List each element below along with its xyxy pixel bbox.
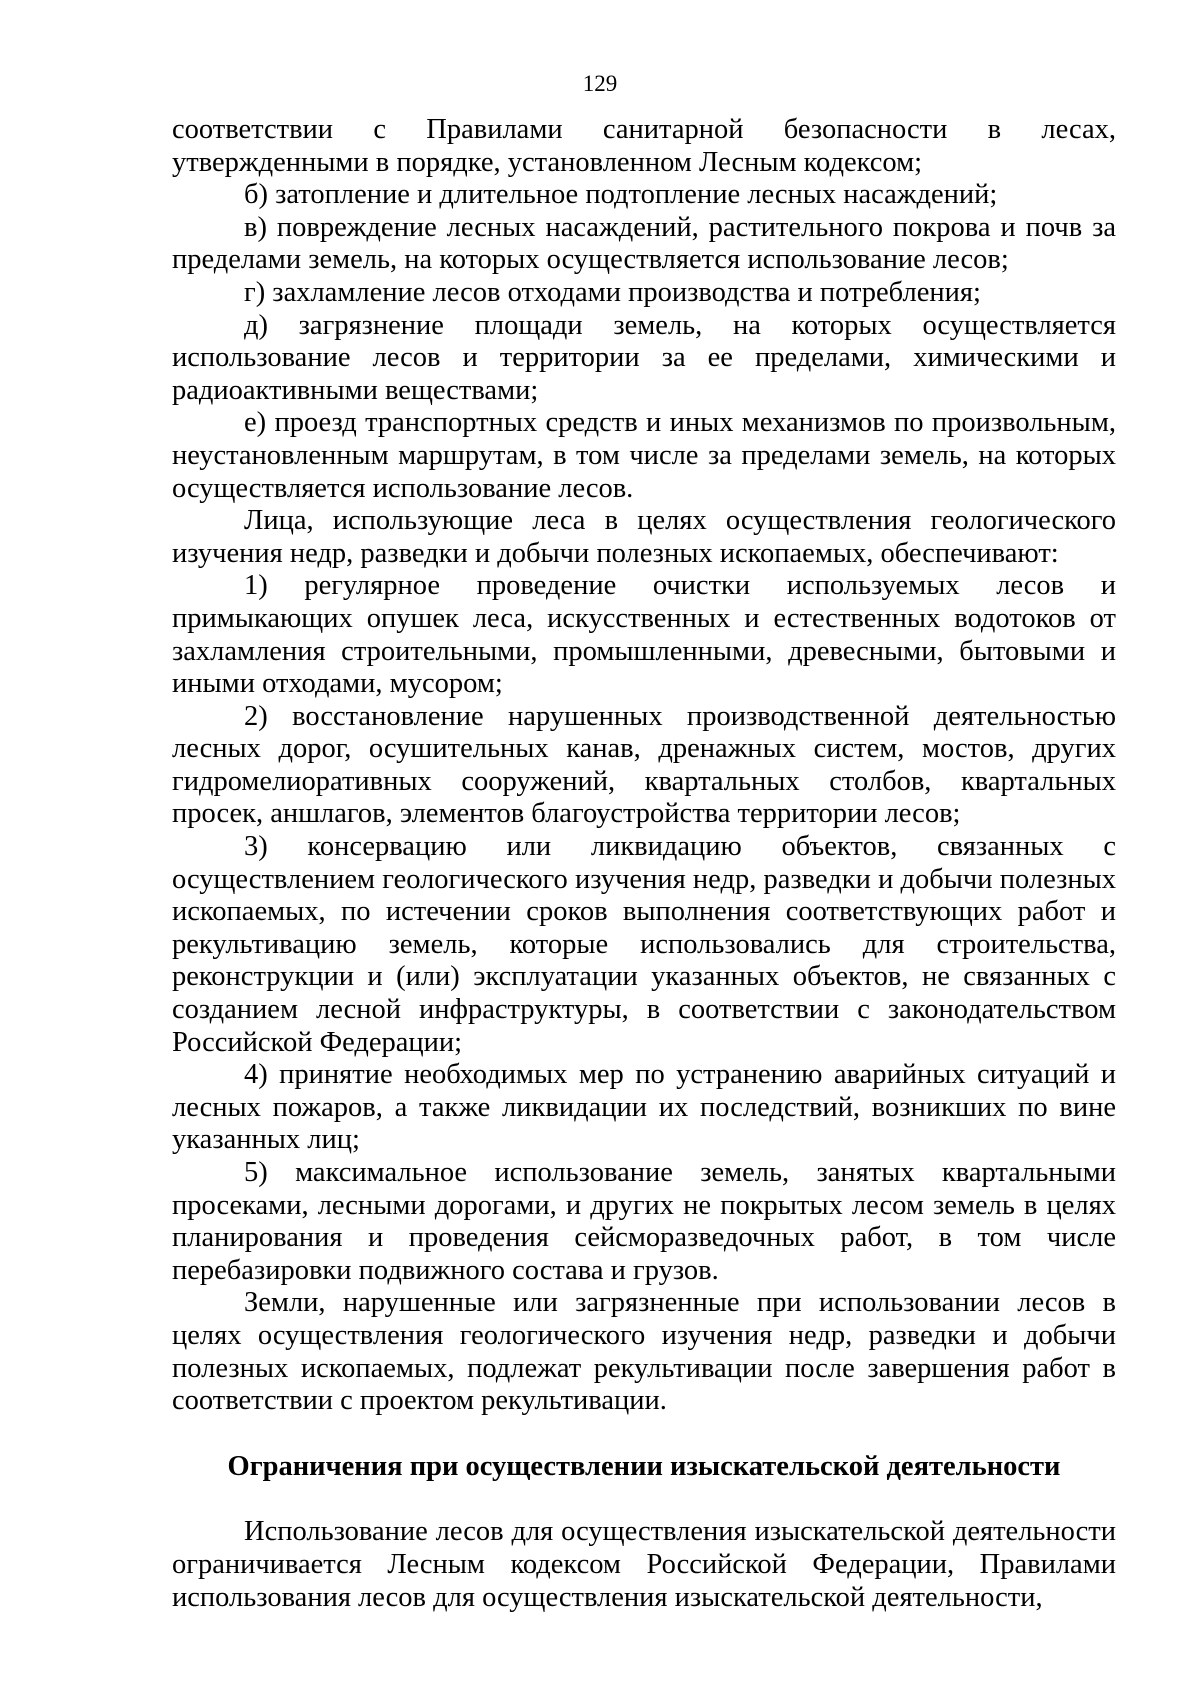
section-heading: Ограничения при осуществлении изыскательской деятельности [227,1450,1061,1482]
paragraph: Земли, нарушенные или загрязненные при использовании лесов в целях осуществления геологического изучения недр, разведки и добычи полезных ископаемых, подлежат рекультивации после завершения работ в соответствии с проектом рекультивации. [172,1287,1116,1417]
paragraph: соответствии с Правилами санитарной безопасности в лесах, утвержденными в порядке, установленном Лесным кодексом; [172,114,1116,178]
page-number: 129 [582,71,618,96]
document-body [172,114,1116,1614]
list-item-3: 3) консервацию или ликвидацию объектов, связанных с осуществлением геологического изучения недр, разведки и добычи полезных ископаемых, по истечении сроков выполнения соответствующих работ и рекультивацию земель, которые использовались для строительства, реконструкции и (или) эксплуатации указанных объектов, не связанных с созданием лесной инфраструктуры, в соответствии с законодательством Российской Федерации; [172,831,1116,1058]
list-item-b: б) затопление и длительное подтопление лесных насаждений; [244,179,998,211]
list-item-5: 5) максимальное использование земель, занятых квартальными просеками, лесными дорогами, и других не покрытых лесом земель в целях планирования и проведения сейсморазведочных работ, в том числе перебазировки подвижного состава и грузов. [172,1157,1116,1286]
list-item-4: 4) принятие необходимых мер по устранению аварийных ситуаций и лесных пожаров, а также ликвидации их последствий, возникших по вине указанных лиц; [172,1059,1116,1156]
paragraph: Лица, использующие леса в целях осуществления геологического изучения недр, разведки и добычи полезных ископаемых, обеспечивают: [172,505,1116,569]
list-item-1: 1) регулярное проведение очистки используемых лесов и примыкающих опушек леса, искусственных и естественных водотоков от захламления строительными, промышленными, древесными, бытовыми и иными отходами, мусором; [172,570,1116,700]
list-item-d: д) загрязнение площади земель, на которых осуществляется использование лесов и территории за ее пределами, химическими и радиоактивными веществами; [172,309,1116,406]
list-item-v: в) повреждение лесных насаждений, растительного покрова и почв за пределами земель, на которых осуществляется использование лесов; [172,211,1116,276]
list-item-g: г) захламление лесов отходами производства и потребления; [244,276,981,308]
paragraph: Использование лесов для осуществления изыскательской деятельности ограничивается Лесным кодексом Российской Федерации, Правилами использования лесов для осуществления изыскательской деятельности, [172,1516,1116,1613]
list-item-e: е) проезд транспортных средств и иных механизмов по произвольным, неустановленным маршрутам, в том числе за пределами земель, на которых осуществляется использование лесов. [172,407,1116,504]
list-item-2: 2) восстановление нарушенных производственной деятельностью лесных дорог, осушительных канав, дренажных систем, мостов, других гидромелиоративных сооружений, квартальных столбов, квартальных просек, аншлагов, элементов благоустройства территории лесов; [172,700,1116,830]
